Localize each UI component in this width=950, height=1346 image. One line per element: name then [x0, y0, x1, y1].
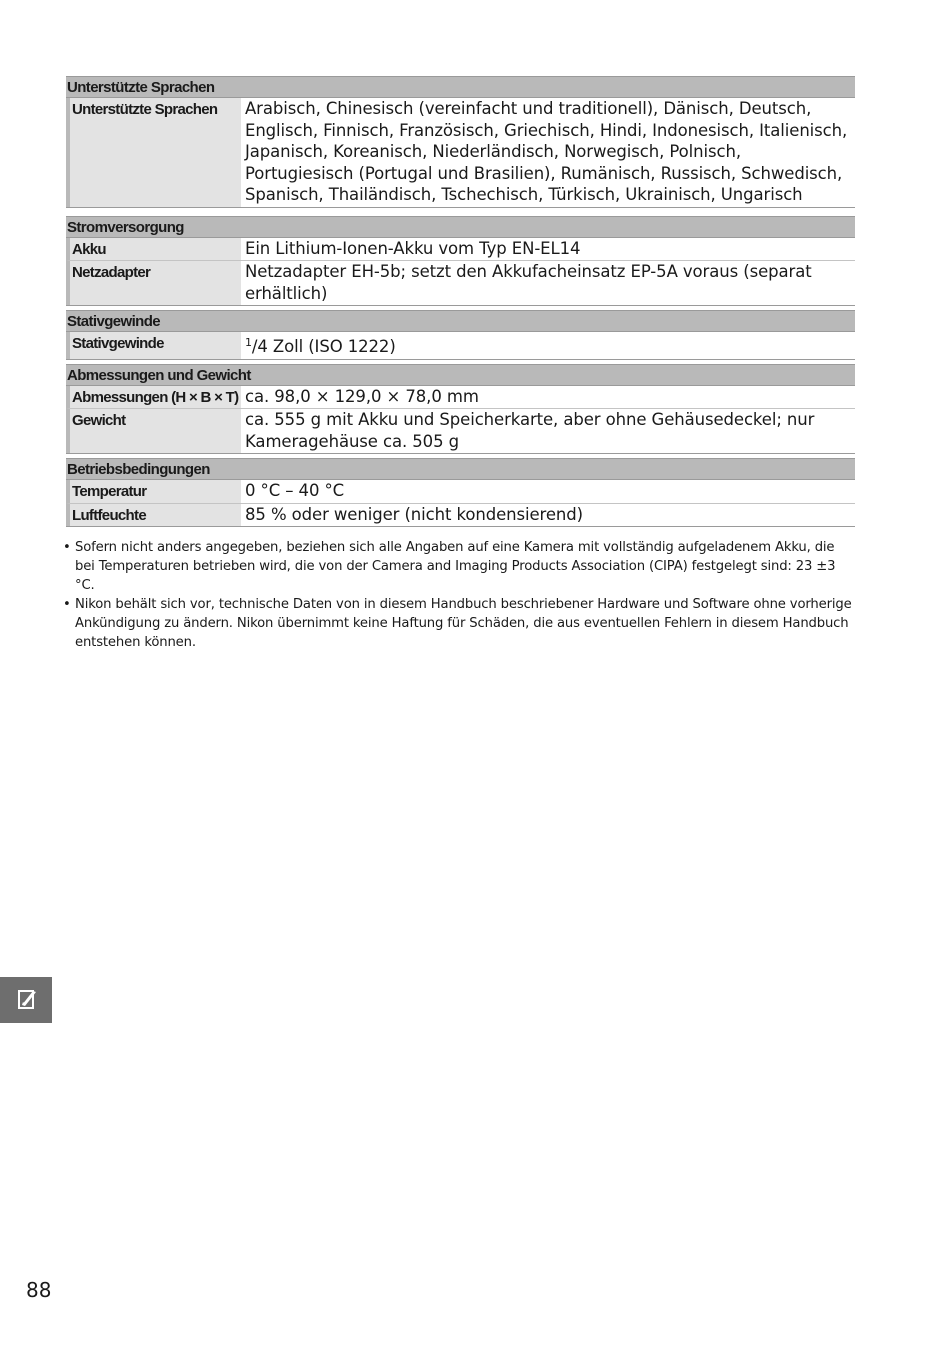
spec-section-tripod	[66, 310, 855, 360]
spec-row	[66, 98, 855, 207]
spec-label: Luftfeuchte	[70, 504, 241, 527]
spec-section-languages	[66, 76, 855, 208]
spec-label: Gewicht	[70, 409, 241, 453]
spec-value: ca. 98,0 × 129,0 × 78,0 mm	[245, 386, 479, 406]
spec-section-power	[66, 216, 855, 307]
section-title: Stativgewinde	[66, 310, 855, 332]
spec-label: Temperatur	[70, 480, 241, 503]
spec-label: Netzadapter	[70, 261, 241, 305]
page-number: 88	[26, 1278, 52, 1302]
section-title: Betriebsbedingungen	[66, 458, 855, 480]
spec-label: Akku	[70, 238, 241, 261]
fraction-rest: /4 Zoll (ISO 1222)	[251, 337, 396, 356]
spec-section-operating	[66, 458, 855, 527]
spec-row	[66, 503, 855, 527]
section-title: Abmessungen und Gewicht	[66, 364, 855, 386]
spec-value: ca. 555 g mit Akku und Speicherkarte, aber ohne Gehäusedeckel; nur Kameragehäuse ca. 505 g	[245, 410, 815, 451]
footnotes	[62, 538, 857, 652]
spec-label: Abmessungen (H × B × T)	[70, 386, 241, 409]
spec-row	[66, 332, 855, 359]
section-title: Stromversorgung	[66, 216, 855, 238]
spec-value: Netzadapter EH-5b; setzt den Akkufacheinsatz EP-5A voraus (separat erhältlich)	[245, 262, 812, 303]
nikon-note-icon	[17, 988, 37, 1010]
spec-value: 85 % oder weniger (nicht kondensierend)	[245, 504, 583, 524]
spec-row	[66, 480, 855, 503]
footnote: • Nikon behält sich vor, technische Daten von in diesem Handbuch beschriebener Hardware und Software ohne vorherige Ankündigung zu ändern. Nikon übernimmt keine Haftung für Schäden, die aus eventuellen Fehlern in diesem Handbuch entstehen können.	[62, 595, 857, 652]
spec-value: 0 °C – 40 °C	[245, 481, 345, 500]
spec-row	[66, 386, 855, 409]
spec-row	[66, 408, 855, 453]
spec-label: Stativgewinde	[70, 332, 241, 359]
spec-value: Ein Lithium-Ionen-Akku vom Typ EN-EL14	[245, 238, 581, 258]
footnote: • Sofern nicht anders angegeben, beziehen sich alle Angaben auf eine Kamera mit vollständig aufgeladenem Akku, die bei Temperaturen betrieben wird, die von der Camera and Imaging Products Association (CIPA) festgelegt sind: 23 ±3 °C.	[62, 538, 857, 595]
spec-row	[66, 238, 855, 261]
fraction-numerator: 1	[245, 336, 252, 349]
spec-value: Arabisch, Chinesisch (vereinfacht und traditionell), Dänisch, Deutsch, Englisch, Finnisch, Französisch, Griechisch, Hindi, Indonesisch, Italienisch, Japanisch, Koreanisch, Niederländisch, Norwegisch, Polnisch, Portugiesisch (Portugal und Brasilien), Rumänisch, Russisch, Schwedisch, Spanisch, Thailändisch, Tschechisch, Türkisch, Ukrainisch, Ungarisch	[245, 99, 848, 204]
spec-value	[241, 332, 855, 359]
spec-table	[66, 76, 855, 531]
spec-row	[66, 260, 855, 305]
spec-section-dimensions	[66, 364, 855, 455]
chapter-tab	[0, 977, 52, 1023]
spec-label: Unterstützte Sprachen	[70, 98, 241, 207]
section-title: Unterstützte Sprachen	[66, 76, 855, 98]
